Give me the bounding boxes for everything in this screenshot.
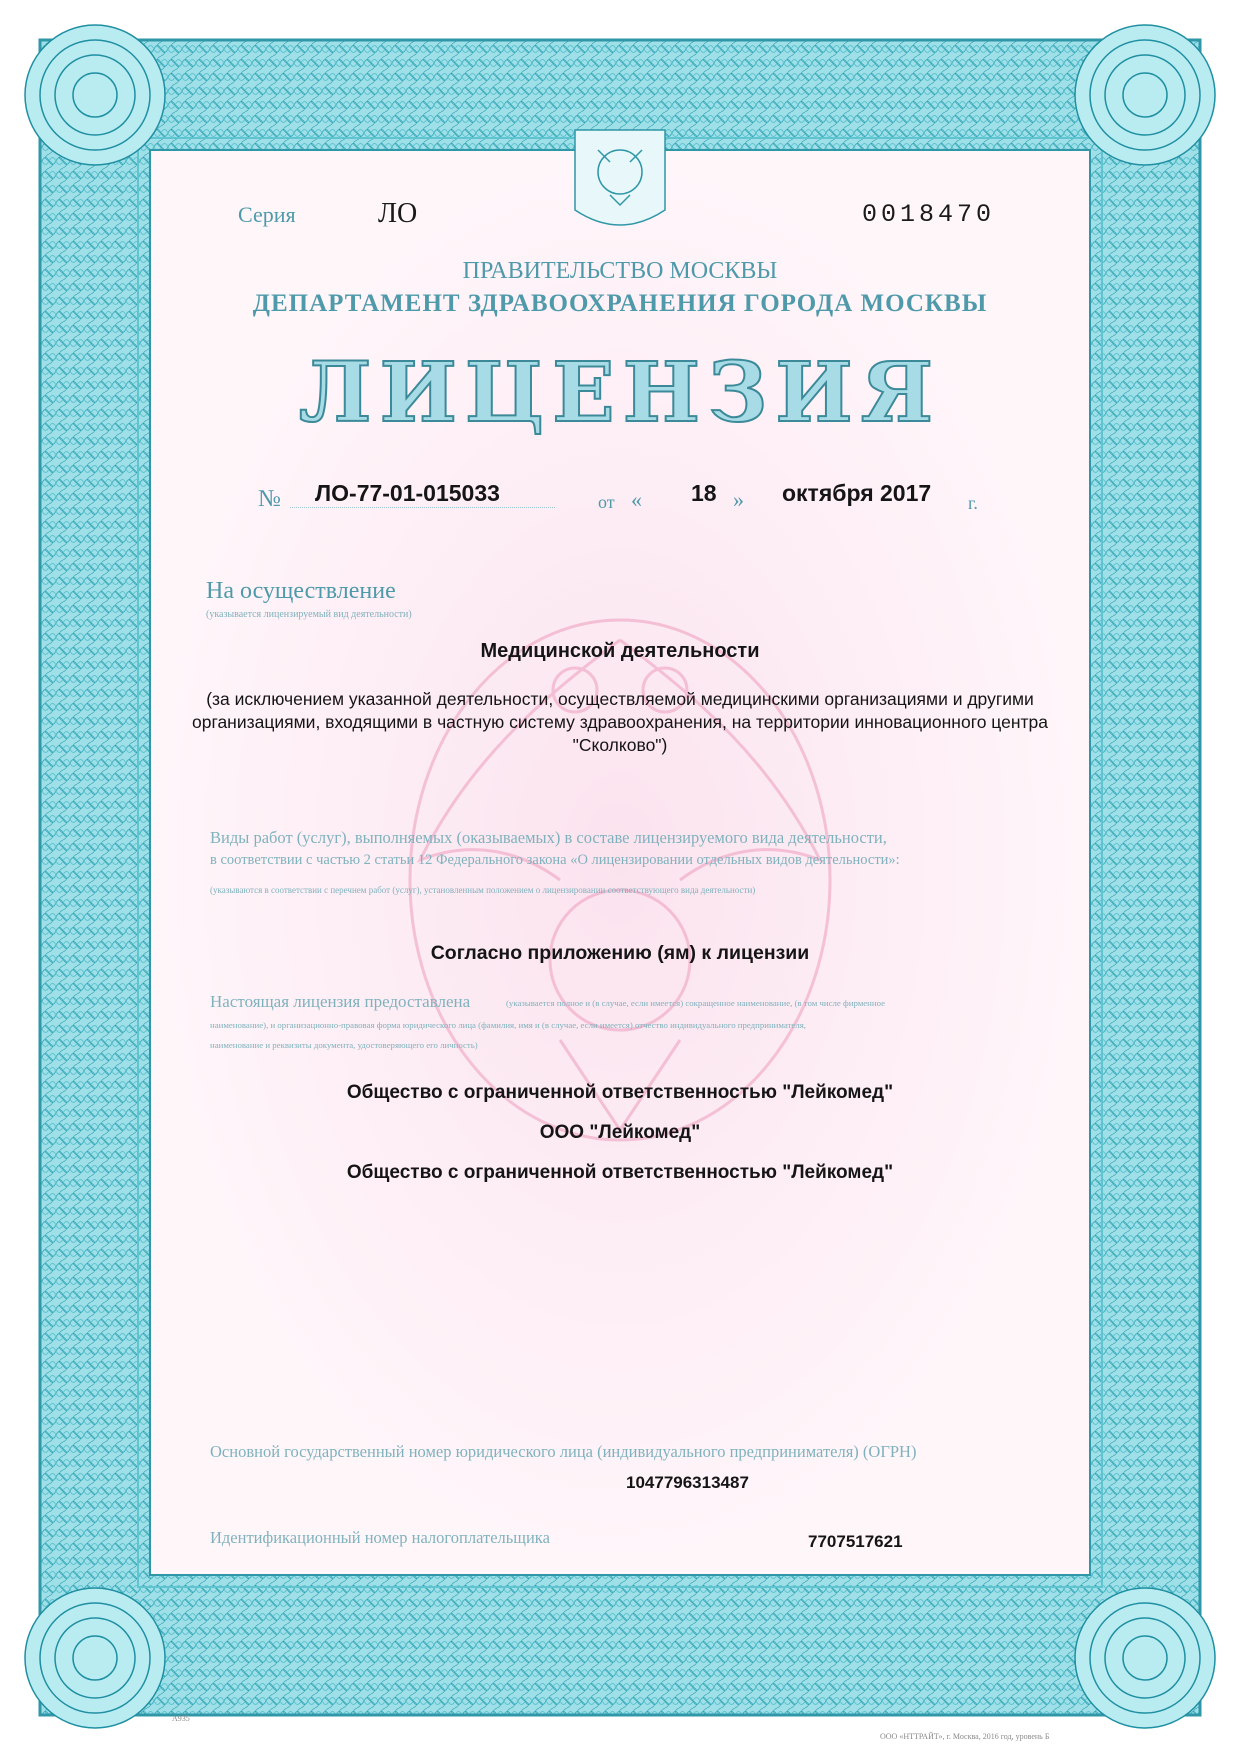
- coat-of-arms-emblem: [575, 130, 665, 225]
- number-label: №: [258, 486, 281, 512]
- works-label-line2: в соответствии с частью 2 статьи 12 Федерального закона «О лицензировании отдельных видов деятельности»:: [210, 852, 900, 868]
- inn-value: 7707517621: [808, 1532, 903, 1551]
- holder-hint-line1: (указывается полное и (в случае, если имеется) сокращенное наименование, (в том числе фирменное: [506, 998, 886, 1008]
- quote-open: «: [631, 487, 642, 512]
- ogrn-label: Основной государственный номер юридического лица (индивидуального предпринимателя) (ОГРН): [210, 1442, 917, 1461]
- activity-name: Медицинской деятельности: [480, 640, 760, 662]
- ogrn-value: 1047796313487: [626, 1473, 749, 1492]
- holder-hint-line2: наименование), и организационно-правовая форма юридического лица (фамилия, имя и (в случае, если имеется) отчество индивидуального предпринимателя,: [210, 1020, 806, 1030]
- works-hint: (указываются в соответствии с перечнем работ (услуг), установленным положением о лицензировании соответствующего вида деятельности): [210, 885, 756, 895]
- holder-short-name: ООО "Лейкомед": [539, 1122, 701, 1143]
- government-title: ПРАВИТЕЛЬСТВО МОСКВЫ: [462, 258, 778, 284]
- license-number: ЛО-77-01-015033: [290, 480, 555, 508]
- license-day: 18: [691, 480, 717, 506]
- activity-label: На осуществление: [206, 578, 396, 604]
- license-month-year: октября 2017: [782, 480, 932, 506]
- series-value: ЛО: [378, 198, 418, 229]
- holder-full-name: Общество с ограниченной ответственностью "Лейкомед": [346, 1082, 894, 1103]
- works-label-line1: Виды работ (услуг), выполняемых (оказываемых) в составе лицензируемого вида деятельности,: [210, 828, 887, 847]
- holder-hint-line3: наименование и реквизиты документа, удостоверяющего его личность): [210, 1040, 478, 1050]
- activity-exclusion: (за исключением указанной деятельности, осуществляемой медицинскими организациями и другими организациями, входящими в частную систему здравоохранения, на территории инновационного центра "Сколково"): [191, 689, 1048, 755]
- form-number: 0018470: [862, 200, 996, 229]
- holder-label: Настоящая лицензия предоставлена: [210, 992, 471, 1011]
- from-label: от: [598, 492, 615, 512]
- document-title: ЛИЦЕНЗИЯ: [298, 345, 942, 441]
- form-code: А935: [172, 1714, 190, 1723]
- department-title: ДЕПАРТАМЕНТ ЗДРАВООХРАНЕНИЯ ГОРОДА МОСКВЫ: [252, 290, 988, 317]
- activity-hint: (указывается лицензируемый вид деятельности): [206, 609, 412, 620]
- series-label: Серия: [238, 202, 296, 227]
- works-value: Согласно приложению (ям) к лицензии: [430, 942, 810, 964]
- quote-close: »: [733, 487, 744, 512]
- inn-label: Идентификационный номер налогоплательщика: [210, 1528, 550, 1547]
- holder-brand-name: Общество с ограниченной ответственностью "Лейкомед": [346, 1162, 894, 1183]
- year-suffix: г.: [968, 493, 978, 513]
- printer-info: ООО «НТТРАЙТ», г. Москва, 2016 год, уровень Б: [880, 1732, 1050, 1741]
